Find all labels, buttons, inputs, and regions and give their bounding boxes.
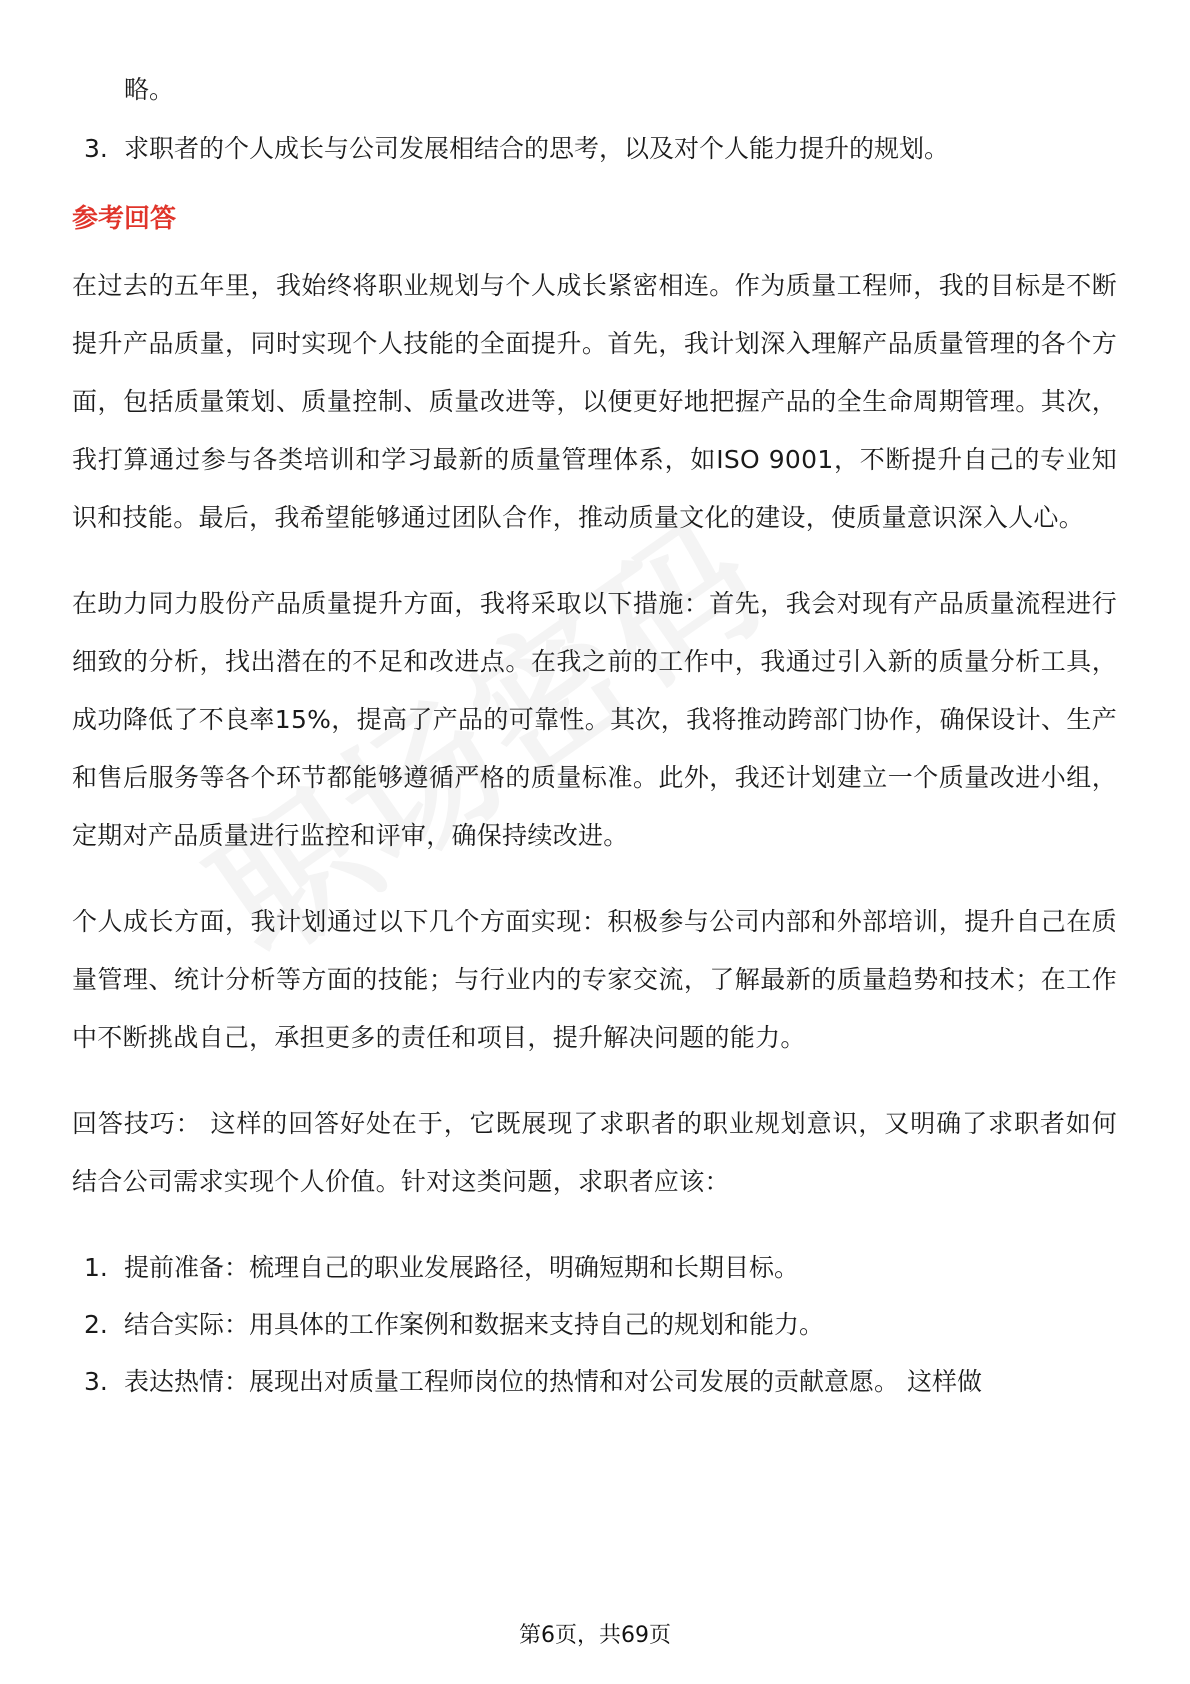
list-number: 2.	[84, 1310, 108, 1339]
tips-intro-paragraph: 回答技巧： 这样的回答好处在于，它既展现了求职者的职业规划意识，又明确了求职者如何结合公司需求实现个人价值。针对这类问题，求职者应该：	[72, 1109, 1117, 1196]
continued-text: 略。	[124, 75, 175, 104]
list-item	[72, 1296, 1117, 1353]
page-content	[72, 60, 1117, 1410]
section-heading: 参考回答	[72, 204, 177, 234]
list-text: 求职者的个人成长与公司发展相结合的思考，以及对个人能力提升的规划。	[124, 134, 950, 163]
answer-paragraph-3: 个人成长方面，我计划通过以下几个方面实现：积极参与公司内部和外部培训，提升自己在质量管理、统计分析等方面的技能；与行业内的专家交流，了解最新的质量趋势和技术；在工作中不断挑战自己，承担更多的责任和项目，提升解决问题的能力。	[72, 907, 1117, 1052]
list-item	[72, 120, 1117, 177]
list-number: 3.	[84, 1367, 108, 1396]
answer-paragraph-2: 在助力同力股份产品质量提升方面，我将采取以下措施：首先，我会对现有产品质量流程进行细致的分析，找出潜在的不足和改进点。在我之前的工作中，我通过引入新的质量分析工具，成功降低了不良率15%，提高了产品的可靠性。其次，我将推动跨部门协作，确保设计、生产和售后服务等各个环节都能够遵循严格的质量标准。此外，我还计划建立一个质量改进小组，定期对产品质量进行监控和评审，确保持续改进。	[72, 589, 1117, 850]
page-number-footer: 第6页，共69页	[519, 1623, 671, 1648]
tips-list	[72, 1239, 1117, 1410]
list-item	[72, 1353, 1117, 1410]
answer-paragraph-1: 在过去的五年里，我始终将职业规划与个人成长紧密相连。作为质量工程师，我的目标是不断提升产品质量，同时实现个人技能的全面提升。首先，我计划深入理解产品质量管理的各个方面，包括质量策划、质量控制、质量改进等，以便更好地把握产品的全生命周期管理。其次，我打算通过参与各类培训和学习最新的质量管理体系，如ISO 9001，不断提升自己的专业知识和技能。最后，我希望能够通过团队合作，推动质量文化的建设，使质量意识深入人心。	[72, 271, 1117, 532]
top-list	[72, 120, 1117, 177]
list-text: 表达热情：展现出对质量工程师岗位的热情和对公司发展的贡献意愿。 这样做	[124, 1367, 982, 1396]
list-number: 1.	[84, 1253, 108, 1282]
list-item	[72, 1239, 1117, 1296]
list-text: 结合实际：用具体的工作案例和数据来支持自己的规划和能力。	[124, 1310, 825, 1339]
list-number: 3.	[84, 134, 108, 163]
list-text: 提前准备：梳理自己的职业发展路径，明确短期和长期目标。	[124, 1253, 800, 1282]
